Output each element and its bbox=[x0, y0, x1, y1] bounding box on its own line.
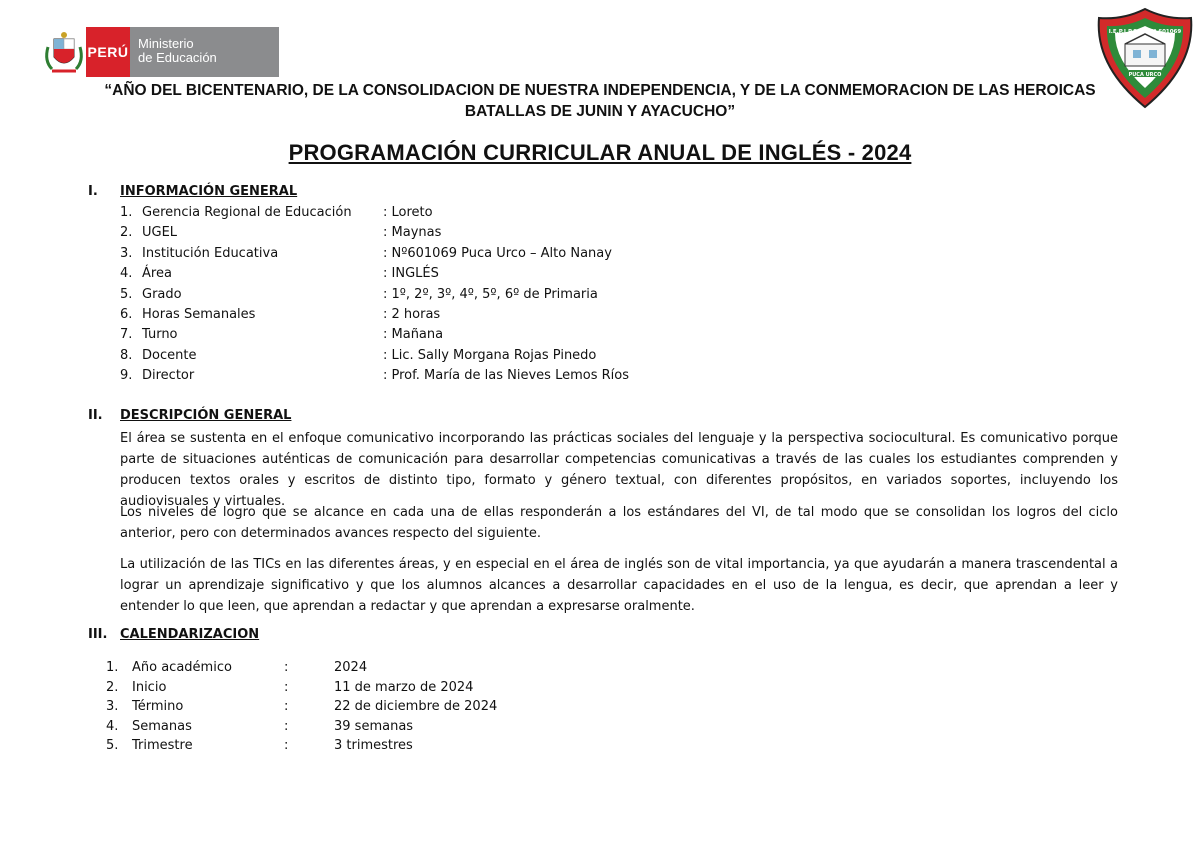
info-label: Institución Educativa bbox=[142, 245, 279, 261]
ministry-label bbox=[130, 27, 279, 77]
calendar-row bbox=[106, 658, 606, 677]
info-label: Docente bbox=[142, 347, 197, 363]
calendar-number: 5. bbox=[106, 738, 119, 753]
info-number: 2. bbox=[120, 225, 133, 241]
info-number: 4. bbox=[120, 266, 133, 282]
description-paragraph-3: La utilización de las TICs en las diferentes áreas, y en especial en el área de inglés son de vital importancia, ya que ayudarán a manera trascendental a lograr un aprendizaje significativo y que los alumnos alcances a desarrollar capacidades en el uso de la lengua, es decir, que aprendan a leer y entender lo que leen, que aprendan a redactar y que aprendan a expresarse oralmente. bbox=[120, 557, 1118, 614]
calendar-colon: : bbox=[284, 679, 289, 695]
calendar-label: Término bbox=[132, 699, 184, 714]
school-logo-text: I.E.P.I.P.S.M. Nº 601069 bbox=[1108, 29, 1182, 35]
info-label: Área bbox=[142, 266, 172, 282]
minedu-logo bbox=[42, 27, 279, 77]
info-number: 8. bbox=[120, 347, 133, 363]
info-label: Director bbox=[142, 368, 195, 384]
calendar-number: 4. bbox=[106, 718, 119, 734]
info-number: 7. bbox=[120, 327, 133, 343]
section-1-number: I. bbox=[88, 184, 98, 199]
info-row bbox=[120, 305, 820, 325]
calendar-number: 3. bbox=[106, 699, 119, 714]
ministry-line-1: Ministerio bbox=[138, 36, 194, 51]
info-row bbox=[120, 325, 820, 345]
calendar-label: Trimestre bbox=[132, 738, 193, 753]
info-number: 5. bbox=[120, 286, 133, 302]
description-paragraph-1: El área se sustenta en el enfoque comunicativo incorporando las prácticas sociales del lenguaje y la perspectiva sociocultural. Es comunicativo porque parte de situaciones auténticas de comunicación para desarrollar competencias comunicativas a través de las cuales los estudiantes comprenden y producen textos orales y escritos de distinto tipo, formato y género textual, con diferentes propósitos, en variados soportes, incluyendo los audiovisuales y virtuales. bbox=[120, 431, 1118, 509]
calendar-label: Semanas bbox=[132, 718, 192, 734]
page-title: PROGRAMACIÓN CURRICULAR ANUAL DE INGLÉS - 2024 bbox=[288, 140, 912, 165]
calendar-colon: : bbox=[284, 660, 289, 675]
calendar-row bbox=[106, 717, 606, 736]
calendar-label: Año académico bbox=[132, 660, 232, 675]
year-motto: “AÑO DEL BICENTENARIO, DE LA CONSOLIDACION DE NUESTRA INDEPENDENCIA, Y DE LA CONMEMORACION DE LAS HEROICAS BATALLAS DE JUNIN Y AYACUCHO” bbox=[104, 82, 1096, 120]
info-row bbox=[120, 203, 820, 223]
info-label: Turno bbox=[142, 327, 178, 343]
calendar-number: 1. bbox=[106, 660, 119, 675]
section-3-number: III. bbox=[88, 627, 108, 642]
section-2-number: II. bbox=[88, 408, 103, 423]
section-3-title: CALENDARIZACION bbox=[120, 627, 260, 642]
peru-coat-of-arms-icon bbox=[42, 27, 86, 77]
info-value: : Prof. María de las Nieves Lemos Ríos bbox=[383, 368, 629, 384]
info-value: : Nº601069 Puca Urco – Alto Nanay bbox=[383, 245, 612, 261]
info-label: Gerencia Regional de Educación bbox=[142, 205, 352, 220]
calendar-row bbox=[106, 678, 606, 697]
info-value: : Lic. Sally Morgana Rojas Pinedo bbox=[383, 347, 597, 363]
calendar-colon: : bbox=[284, 738, 289, 753]
info-number: 9. bbox=[120, 368, 133, 384]
section-1-title: INFORMACIÓN GENERAL bbox=[120, 184, 298, 199]
info-value: : Maynas bbox=[383, 225, 442, 241]
info-value: : 2 horas bbox=[383, 307, 441, 322]
calendar-value: 2024 bbox=[334, 660, 368, 675]
info-label: Horas Semanales bbox=[142, 307, 256, 322]
info-label: UGEL bbox=[142, 225, 178, 241]
info-row bbox=[120, 264, 820, 284]
section-2-title: DESCRIPCIÓN GENERAL bbox=[120, 408, 292, 423]
info-value: : INGLÉS bbox=[383, 266, 439, 282]
info-row bbox=[120, 366, 820, 386]
info-row bbox=[120, 285, 820, 305]
info-label: Grado bbox=[142, 286, 182, 302]
calendar-colon: : bbox=[284, 699, 289, 714]
peru-label: PERÚ bbox=[86, 27, 130, 77]
calendar-row bbox=[106, 697, 606, 716]
info-row bbox=[120, 244, 820, 264]
calendar-number: 2. bbox=[106, 679, 119, 695]
school-logo-name: PUCA URCO bbox=[1128, 72, 1162, 78]
info-row bbox=[120, 223, 820, 243]
info-value: : Loreto bbox=[383, 205, 433, 220]
description-paragraph-2: Los niveles de logro que se alcance en cada una de ellas responderán a los estándares del VI, de tal modo que se consolidan los logros del ciclo anterior, pero con determinados avances respecto del siguiente. bbox=[120, 505, 1118, 541]
ministry-line-2: de Educación bbox=[138, 50, 217, 65]
info-number: 1. bbox=[120, 205, 133, 220]
calendar-label: Inicio bbox=[132, 679, 167, 695]
info-number: 3. bbox=[120, 245, 133, 261]
info-value: : Mañana bbox=[383, 327, 444, 343]
calendar-colon: : bbox=[284, 718, 289, 734]
info-row bbox=[120, 346, 820, 366]
info-value: : 1º, 2º, 3º, 4º, 5º, 6º de Primaria bbox=[383, 286, 598, 302]
calendar-value: 22 de diciembre de 2024 bbox=[334, 699, 498, 714]
info-number: 6. bbox=[120, 307, 133, 322]
calendar-value: 3 trimestres bbox=[334, 738, 413, 753]
calendar-value: 39 semanas bbox=[334, 718, 414, 734]
calendar-value: 11 de marzo de 2024 bbox=[334, 679, 474, 695]
calendar-row bbox=[106, 736, 606, 755]
